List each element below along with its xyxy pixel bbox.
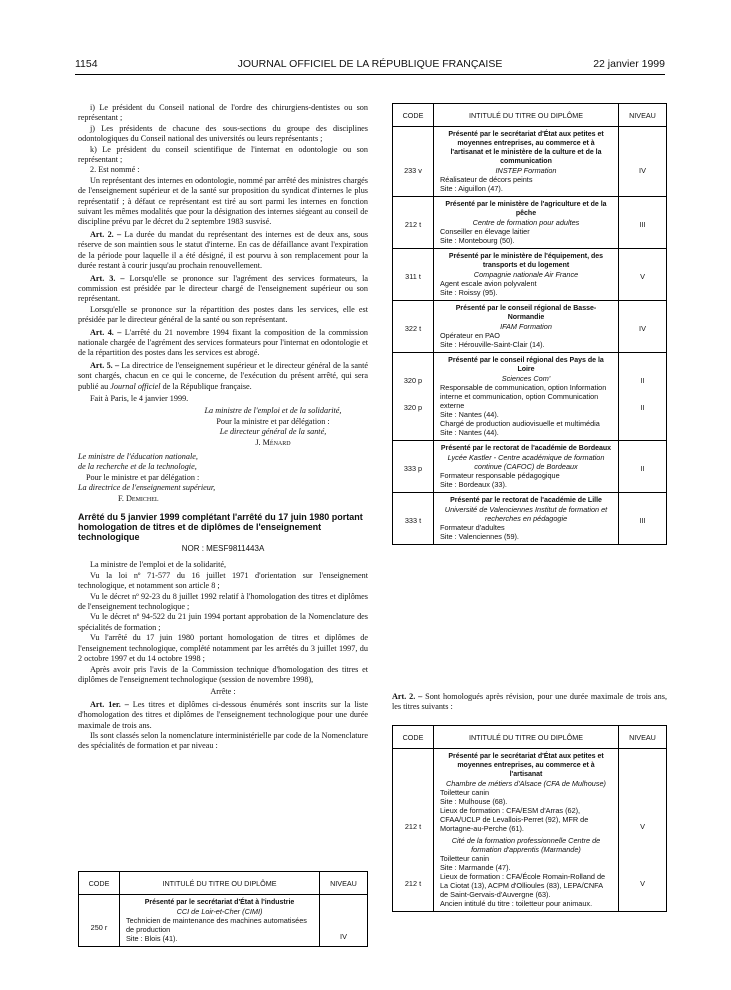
table-row — [393, 249, 667, 301]
nor-reference: NOR : MESF9811443A — [181, 544, 265, 554]
title-cell: Présenté par le ministère de l'agriculture et de la pêche Centre de formation pour adultes Conseiller en élevage laitier Site : Montebourg (50). — [434, 197, 619, 249]
page-header — [75, 58, 665, 72]
paragraph: Un représentant des internes en odontologie, nommé par arrêté des ministres chargés de l'enseignement supérieur et de la santé sur proposition du syndicat d'internes le plus représentatif ; à défaut ce représentant est tiré au sort parmi les internes en fonction suivant les mêmes modalités que pour la désignation des internes siégeant au conseil de discipline prévu par le décret du 2 septembre 1983 susvisé. — [78, 175, 368, 227]
code-cell: 212 t 212 t — [393, 749, 434, 912]
signature-date: Fait à Paris, le 4 janvier 1999. — [90, 393, 189, 403]
level-cell: II — [619, 441, 667, 493]
paragraph: La ministre de l'emploi et de la solidarité, — [90, 560, 227, 570]
title-cell: Présenté par le rectorat de l'académie de Lille Université de Valenciennes Institut de formation et recherches en pédagogie Formateur d'adultes Site : Valenciennes (59). — [434, 493, 619, 545]
signature-block-2: Le ministre de l'éducation nationale, de la recherche et de la technologie, Pour le ministre et par délégation : La directrice de l'enseignement supérieur, F. Demichel — [78, 452, 216, 503]
title-cell: Présenté par le rectorat de l'académie de Bordeaux Lycée Kastler - Centre académique de formation continue (CAFOC) de Bordeaux Formateur responsable pédagogique Site : Bordeaux (33). — [434, 441, 619, 493]
title-cell: Présenté par le ministère de l'équipement, des transports et du logement Compagnie nationale Air France Agent escale avion polyvalent Site : Roissy (95). — [434, 249, 619, 301]
paragraph: Lorsqu'elle se prononce sur la répartition des postes dans les services, elle est présidée par le directeur général de la santé ou son représentant. — [78, 304, 368, 325]
col-header-code: CODE — [393, 726, 434, 749]
table-row — [393, 441, 667, 493]
paragraph: Vu le décret nº 94-522 du 21 juin 1994 portant approbation de la Nomenclature des spécialités de formation ; — [78, 612, 368, 632]
table-row — [393, 301, 667, 353]
col-header-title: INTITULÉ DU TITRE OU DIPLÔME — [434, 104, 619, 127]
code-cell: 320 p 320 p — [393, 353, 434, 441]
paragraph: i) Le président du Conseil national de l'ordre des chirurgiens-dentistes ou son représentant ; — [78, 103, 368, 123]
left-homologation-table — [78, 871, 368, 947]
table-row — [393, 353, 667, 441]
level-cell: III — [619, 197, 667, 249]
issue-date: 22 janvier 1999 — [593, 58, 665, 70]
paragraph: Après avoir pris l'avis de la Commission technique d'homologation des titres et diplômes de l'enseignement technologique (session de novembre 1998), — [78, 664, 368, 684]
article-2: Art. 2. – La durée du mandat du représentant des internes est de deux ans, sous réserve de son maintien sous le statut d'interne. En cas de défaillance avant l'expiration de la période pour laquelle il a été désigné, il est pourvu à son remplacement pour la durée restant à courir jusqu'au prochain renouvellement. — [78, 229, 369, 271]
level-cell: V — [619, 249, 667, 301]
title-cell: Présenté par le secrétariat d'État à l'industrie CCI de Loir-et-Cher (CIMI) Technicien de maintenance des machines automatisées de production Site : Blois (41). — [120, 895, 320, 947]
article-4: Art. 4. – L'arrêté du 21 novembre 1994 fixant la composition de la commission nationale chargée de l'agrément des services formateurs pour l'internat en odontologie et de la répartition des postes dans les services est abrogé. — [78, 327, 369, 358]
col-header-level: NIVEAU — [619, 726, 667, 749]
col-header-title: INTITULÉ DU TITRE OU DIPLÔME — [434, 726, 619, 749]
level-cell: IV — [320, 895, 368, 947]
header-rule — [75, 74, 665, 75]
code-cell: 250 r — [79, 895, 120, 947]
signature-block-1: La ministre de l'emploi et de la solidarité, Pour la ministre et par délégation : Le directeur général de la santé, J. Ménard — [204, 406, 342, 447]
page-number: 1154 — [75, 58, 98, 70]
article-2-right: Art. 2. – Sont homologués après révision, pour une durée maximale de trois ans, les titres suivants : — [392, 692, 667, 712]
table-row — [393, 197, 667, 249]
title-cell: Présenté par le conseil régional des Pays de la Loire Sciences Com' Responsable de communication, option Information interne et communication, option Communication externe Site : Nantes (44). Chargé de production audiovisuelle et multimédia Site : Nantes (44). — [434, 353, 619, 441]
title-cell: Présenté par le secrétariat d'État aux petites et moyennes entreprises, au commerce et à l'artisanat Chambre de métiers d'Alsace (CFA de Mulhouse) Toiletteur canin Site : Mulhouse (68). Lieux de formation : CFA/ESM d'Arras (62), CFAA/UCLP de Levallois-Perret (92), MFR de Mortagne-au-Perche (61). Cité de la formation professionnelle Centre de formation d'apprentis (Marmande) Toiletteur canin Site : Marmande (47). Lieux de formation : CFA/École Romain-Rolland de La Ciotat (13), ACPM d'Ollioules (83), LEPA/CNFA de Saint-Gervais-d'Auvergne (63). Ancien intitulé du titre : toiletteur pour animaux. — [434, 749, 619, 912]
paragraph: Vu l'arrêté du 17 juin 1980 portant homologation de titres et diplômes de l'enseignement technologique, complété notamment par les arrêtés du 3 juillet 1997, du 2 octobre 1997 et du 14 octobre 1998 ; — [78, 633, 368, 664]
table-row — [393, 493, 667, 545]
arrete-title: Arrêté du 5 janvier 1999 complétant l'arrêté du 17 juin 1980 portant homologation de titres et de diplômes de l'enseignement technologique — [78, 512, 363, 543]
right-revision-table — [392, 725, 667, 912]
title-cell: Présenté par le conseil régional de Basse-Normandie IFAM Formation Opérateur en PAO Site : Hérouville-Saint-Clair (14). — [434, 301, 619, 353]
paragraph: j) Les présidents de chacune des sous-sections du groupe des disciplines odontologiques du Conseil national des universités ou leurs représentants ; — [78, 123, 368, 144]
paragraph: Vu le décret nº 92-23 du 8 juillet 1992 relatif à l'homologation des titres et diplômes de l'enseignement technologique ; — [78, 591, 368, 612]
level-cell: III — [619, 493, 667, 545]
level-cell: IV — [619, 127, 667, 197]
code-cell: 233 v — [393, 127, 434, 197]
table-body — [393, 127, 667, 545]
level-cell: II II — [619, 353, 667, 441]
paragraph: 2. Est nommé : — [90, 165, 140, 175]
article-3: Art. 3. – Lorsqu'elle se prononce sur l'agrément des services formateurs, la commission est présidée par le directeur chargé de l'enseignement supérieur ou son représentant. — [78, 273, 368, 304]
col-header-level: NIVEAU — [619, 104, 667, 127]
level-cell: V V — [619, 749, 667, 912]
left-column — [78, 103, 368, 752]
right-homologation-table — [392, 103, 667, 545]
article-1: Art. 1er. – Les titres et diplômes ci-dessous énumérés sont inscrits sur la liste d'homologation des titres et diplômes de l'enseignement technologique pour une durée maximale de trois ans. — [78, 699, 368, 730]
title-cell: Présenté par le secrétariat d'État aux petites et moyennes entreprises, au commerce et à l'artisanat et le ministère de la culture et de la communication INSTEP Formation Réalisateur de décors peints Site : Aiguillon (47). — [434, 127, 619, 197]
code-cell: 212 t — [393, 197, 434, 249]
paragraph: Ils sont classés selon la nomenclature interministérielle par code de la Nomenclature des spécialités de formation et par niveau : — [78, 730, 368, 751]
col-header-code: CODE — [79, 872, 120, 895]
paragraph: Vu la loi nº 71-577 du 16 juillet 1971 d'orientation sur l'enseignement technologique, et notamment son article 8 ; — [78, 570, 368, 591]
paragraph: k) Le président du conseil scientifique de l'internat en odontologie ou son représentant ; — [78, 144, 368, 165]
arrete-label: Arrête : — [210, 687, 236, 697]
journal-title: JOURNAL OFFICIEL DE LA RÉPUBLIQUE FRANÇAISE — [237, 58, 503, 70]
code-cell: 333 t — [393, 493, 434, 545]
article-5: Art. 5. – La directrice de l'enseignement supérieur et le directeur général de la santé sont chargés, chacun en ce qui le concerne, de l'exécution du présent arrêté, qui sera publié au Journal officiel de la République française. — [78, 360, 368, 391]
code-cell: 333 p — [393, 441, 434, 493]
code-cell: 311 t — [393, 249, 434, 301]
table-row — [393, 127, 667, 197]
col-header-code: CODE — [393, 104, 434, 127]
level-cell: IV — [619, 301, 667, 353]
col-header-level: NIVEAU — [320, 872, 368, 895]
code-cell: 322 t — [393, 301, 434, 353]
col-header-title: INTITULÉ DU TITRE OU DIPLÔME — [120, 872, 320, 895]
